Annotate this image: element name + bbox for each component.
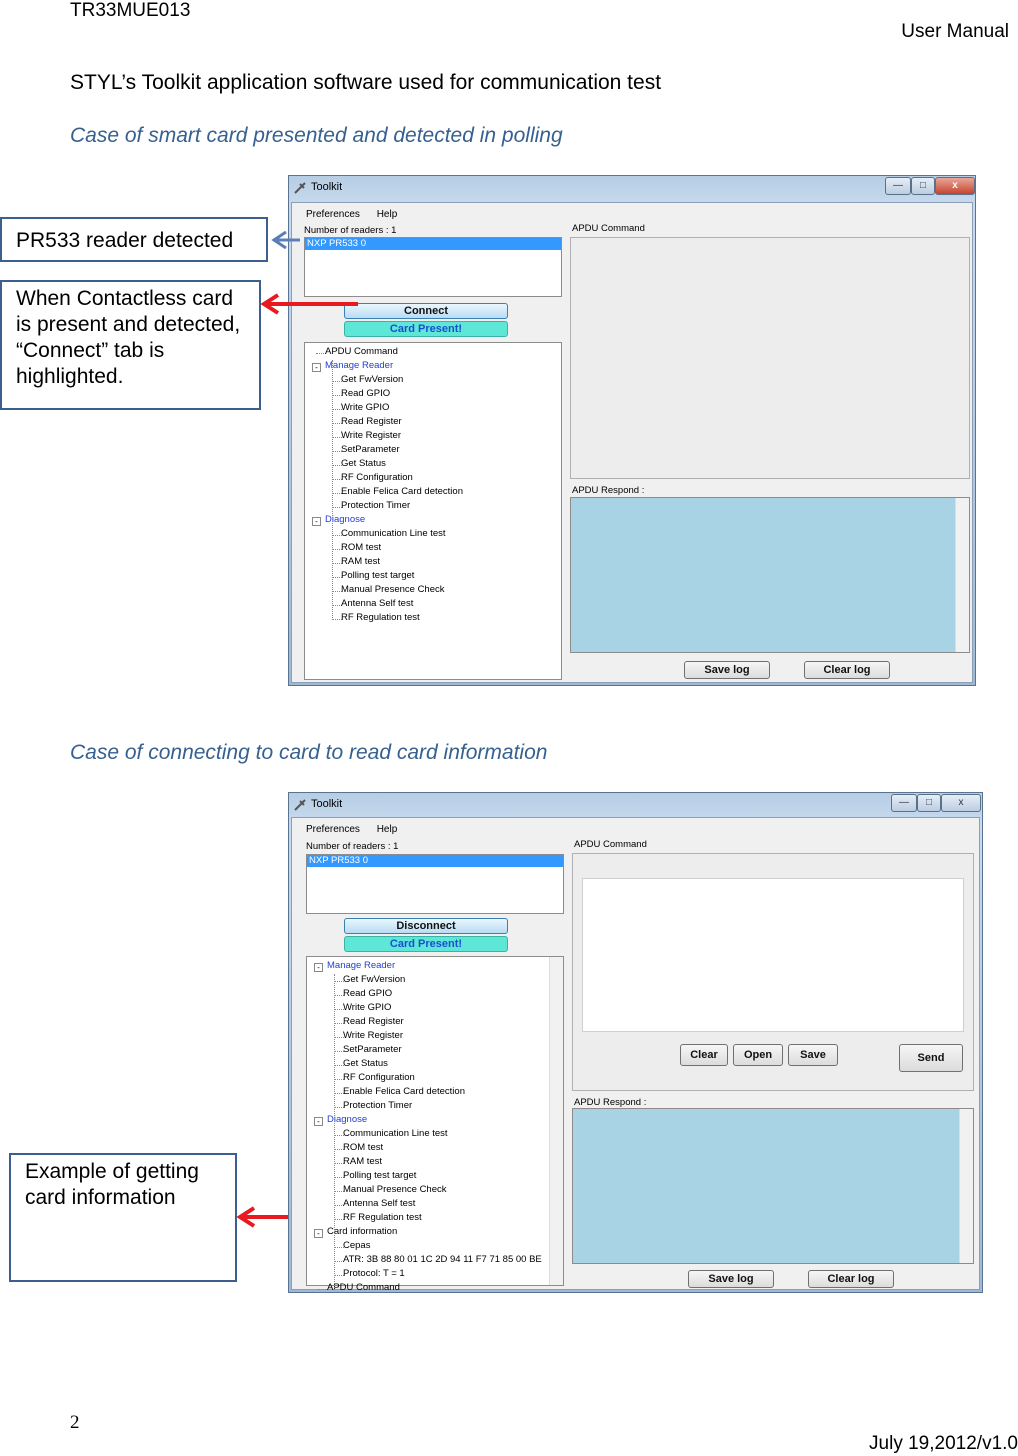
tree-item[interactable]: Get Status: [341, 458, 386, 469]
clear-button[interactable]: Clear: [680, 1044, 728, 1066]
callout-connect-highlighted: When Contactless card is present and detected, “Connect” tab is highlighted.: [0, 280, 261, 410]
tree-item[interactable]: Write GPIO: [343, 1002, 392, 1013]
tree-item[interactable]: Protection Timer: [343, 1100, 413, 1111]
tree-item[interactable]: Polling test target: [343, 1170, 417, 1181]
open-button[interactable]: Open: [733, 1044, 783, 1066]
tree-item[interactable]: Manual Presence Check: [341, 584, 445, 595]
connect-button[interactable]: Connect: [344, 303, 508, 319]
tree-item[interactable]: Diagnose: [325, 514, 366, 525]
section2-caption: Case of connecting to card to read card information: [70, 741, 548, 764]
menu-preferences[interactable]: Preferences: [306, 824, 360, 835]
tree-item[interactable]: ATR: 3B 88 80 01 1C 2D 94 11 F7 71 85 00 BE: [343, 1254, 542, 1265]
tree-item[interactable]: Manual Presence Check: [343, 1184, 447, 1195]
tree-item[interactable]: APDU Command: [325, 346, 398, 357]
tree-item[interactable]: RF Regulation test: [341, 612, 420, 623]
menu-help[interactable]: Help: [376, 824, 398, 835]
save-log-button[interactable]: Save log: [684, 661, 770, 679]
tree-item[interactable]: Get FwVersion: [341, 374, 404, 385]
tree-item[interactable]: Enable Felica Card detection: [343, 1086, 465, 1097]
tree-item[interactable]: Manage Reader: [327, 960, 396, 971]
blue-arrow: [274, 232, 300, 248]
apdu-command-input[interactable]: [582, 878, 964, 1032]
callout-card-info: Example of getting card information: [9, 1153, 237, 1282]
tree-item[interactable]: ROM test: [341, 542, 382, 553]
menu-bar: [306, 824, 411, 835]
card-present-button[interactable]: Card Present!: [344, 321, 508, 337]
tree-item[interactable]: Antenna Self test: [343, 1198, 416, 1209]
reader-item[interactable]: NXP PR533 0: [307, 855, 563, 867]
send-button[interactable]: Send: [899, 1044, 963, 1072]
toolkit-window-2: [288, 792, 983, 1293]
readers-label: Number of readers : 1: [304, 225, 397, 236]
tree-guide-line: [334, 974, 335, 1290]
tree-item[interactable]: Manage Reader: [325, 360, 394, 371]
tree-item[interactable]: Read Register: [343, 1016, 404, 1027]
tree-item[interactable]: Read Register: [341, 416, 402, 427]
tree-item[interactable]: SetParameter: [341, 444, 400, 455]
apdu-respond-area[interactable]: [572, 1108, 974, 1264]
window-title: Toolkit: [311, 798, 343, 810]
tree-item[interactable]: Read GPIO: [341, 388, 391, 399]
title-bar: [289, 793, 982, 819]
menu-help[interactable]: Help: [376, 209, 398, 220]
doc-type: User Manual: [901, 21, 1009, 42]
save-log-button[interactable]: Save log: [688, 1270, 774, 1288]
tree-expander-icon[interactable]: -: [314, 1229, 323, 1238]
tree-item[interactable]: Communication Line test: [341, 528, 446, 539]
toolkit-icon: [293, 798, 307, 812]
tree-item[interactable]: Antenna Self test: [341, 598, 414, 609]
tree-item[interactable]: SetParameter: [343, 1044, 402, 1055]
tree-scrollbar[interactable]: [549, 957, 563, 1285]
tree-expander-icon[interactable]: -: [312, 363, 321, 372]
apdu-command-label: APDU Command: [574, 839, 647, 850]
apdu-respond-label: APDU Respond :: [574, 1097, 647, 1108]
tree-item[interactable]: RF Regulation test: [343, 1212, 422, 1223]
tree-item[interactable]: Write Register: [343, 1030, 404, 1041]
tree-item[interactable]: Enable Felica Card detection: [341, 486, 463, 497]
tree-item[interactable]: RF Configuration: [343, 1072, 415, 1083]
reader-list[interactable]: [306, 854, 564, 914]
tree-item[interactable]: RAM test: [341, 556, 381, 567]
section1-caption: Case of smart card presented and detected in polling: [70, 124, 563, 147]
tree-item[interactable]: Read GPIO: [343, 988, 393, 999]
page-number: 2: [70, 1412, 80, 1433]
tree-item[interactable]: RAM test: [343, 1156, 383, 1167]
close-icon[interactable]: x: [935, 177, 975, 195]
tree-expander-icon[interactable]: -: [314, 963, 323, 972]
tree-item[interactable]: Cepas: [343, 1240, 371, 1251]
tree-item[interactable]: ROM test: [343, 1142, 384, 1153]
tree-item[interactable]: Polling test target: [341, 570, 415, 581]
respond-scrollbar[interactable]: [959, 1109, 973, 1263]
clear-log-button[interactable]: Clear log: [804, 661, 890, 679]
minimize-icon[interactable]: —: [885, 177, 911, 195]
tree-expander-icon[interactable]: -: [314, 1117, 323, 1126]
intro-text: STYL’s Toolkit application software used for communication test: [70, 71, 662, 94]
reader-item[interactable]: NXP PR533 0: [305, 238, 561, 250]
red-arrow-connect: [264, 295, 358, 313]
minimize-icon[interactable]: —: [891, 794, 917, 812]
doc-id: TR33MUE013: [70, 0, 191, 21]
tree-item[interactable]: Protection Timer: [341, 500, 411, 511]
readers-label: Number of readers : 1: [306, 841, 399, 852]
disconnect-button[interactable]: Disconnect: [344, 918, 508, 934]
tree-item[interactable]: Protocol: T = 1: [343, 1268, 405, 1279]
save-button[interactable]: Save: [788, 1044, 838, 1066]
tree-item[interactable]: Write Register: [341, 430, 402, 441]
window-title: Toolkit: [311, 181, 343, 193]
callout-reader-detected: PR533 reader detected: [0, 217, 268, 262]
card-present-button[interactable]: Card Present!: [344, 936, 508, 952]
apdu-command-label: APDU Command: [572, 223, 645, 234]
maximize-icon[interactable]: □: [917, 794, 941, 812]
menu-preferences[interactable]: Preferences: [306, 209, 360, 220]
tree-item[interactable]: Card information: [327, 1226, 398, 1237]
tree-item[interactable]: APDU Command: [327, 1282, 400, 1293]
tree-expander-icon[interactable]: -: [312, 517, 321, 526]
apdu-command-panel: [572, 853, 974, 1091]
tree-item[interactable]: RF Configuration: [341, 472, 413, 483]
clear-log-button[interactable]: Clear log: [808, 1270, 894, 1288]
tree-item[interactable]: Get FwVersion: [343, 974, 406, 985]
close-icon[interactable]: x: [941, 794, 981, 812]
tree-item[interactable]: Communication Line test: [343, 1128, 448, 1139]
tree-item[interactable]: Diagnose: [327, 1114, 368, 1125]
apdu-respond-label: APDU Respond :: [572, 485, 645, 496]
window-client: [291, 817, 980, 1293]
tree-item[interactable]: Write GPIO: [341, 402, 390, 413]
command-tree[interactable]: [306, 956, 564, 1293]
maximize-icon[interactable]: □: [911, 177, 935, 195]
tree-item[interactable]: Get Status: [343, 1058, 388, 1069]
footer-date-version: July 19,2012/v1.0: [869, 1433, 1018, 1454]
